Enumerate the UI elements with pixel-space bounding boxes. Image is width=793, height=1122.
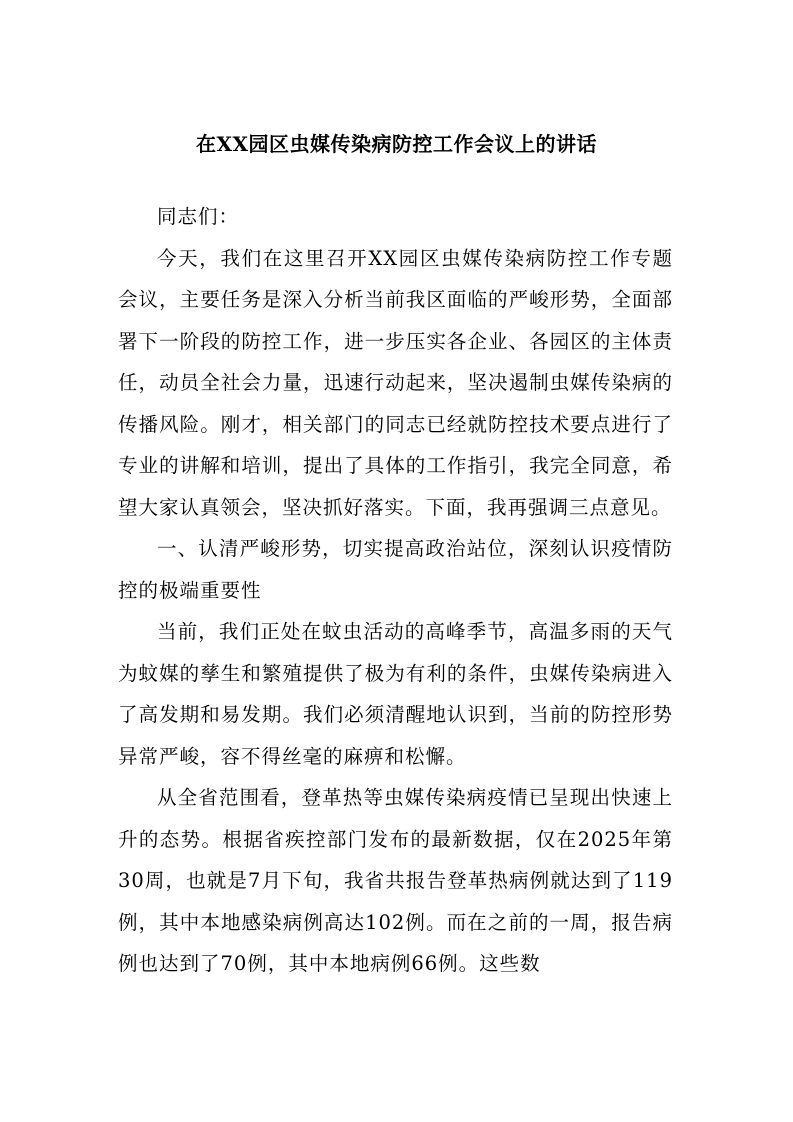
document-body (118, 196, 673, 985)
salutation-paragraph: 同志们： (157, 205, 240, 228)
body-paragraph: 从全省范围看，登革热等虫媒传染病疫情已呈现出快速上升的态势。根据省疾控部门发布的最新数据，仅在2025年第30周，也就是7月下旬，我省共报告登革热病例就达到了119例，其中本地感染病例高达102例。而在之前的一周，报告病例也达到了70例，其中本地病例66例。这些数 (118, 786, 673, 975)
body-paragraph: 当前，我们正处在蚊虫活动的高峰季节，高温多雨的天气为蚊媒的孳生和繁殖提供了极为有利的条件，虫媒传染病进入了高发期和易发期。我们必须清醒地认识到，当前的防控形势异常严峻，容不得丝毫的麻痹和松懈。 (118, 620, 673, 768)
section-heading-1: 一、认清严峻形势，切实提高政治站位，深刻认识疫情防控的极端重要性 (118, 537, 673, 602)
intro-paragraph: 今天，我们在这里召开XX园区虫媒传染病防控工作专题会议，主要任务是深入分析当前我区面临的严峻形势，全面部署下一阶段的防控工作，进一步压实各企业、各园区的主体责任，动员全社会力量，迅速行动起来，坚决遏制虫媒传染病的传播风险。刚才，相关部门的同志已经就防控技术要点进行了专业的讲解和培训，提出了具体的工作指引，我完全同意，希望大家认真领会，坚决抓好落实。下面，我再强调三点意见。 (118, 246, 673, 519)
document-title: 在XX园区虫媒传染病防控工作会议上的讲话 (195, 132, 598, 156)
